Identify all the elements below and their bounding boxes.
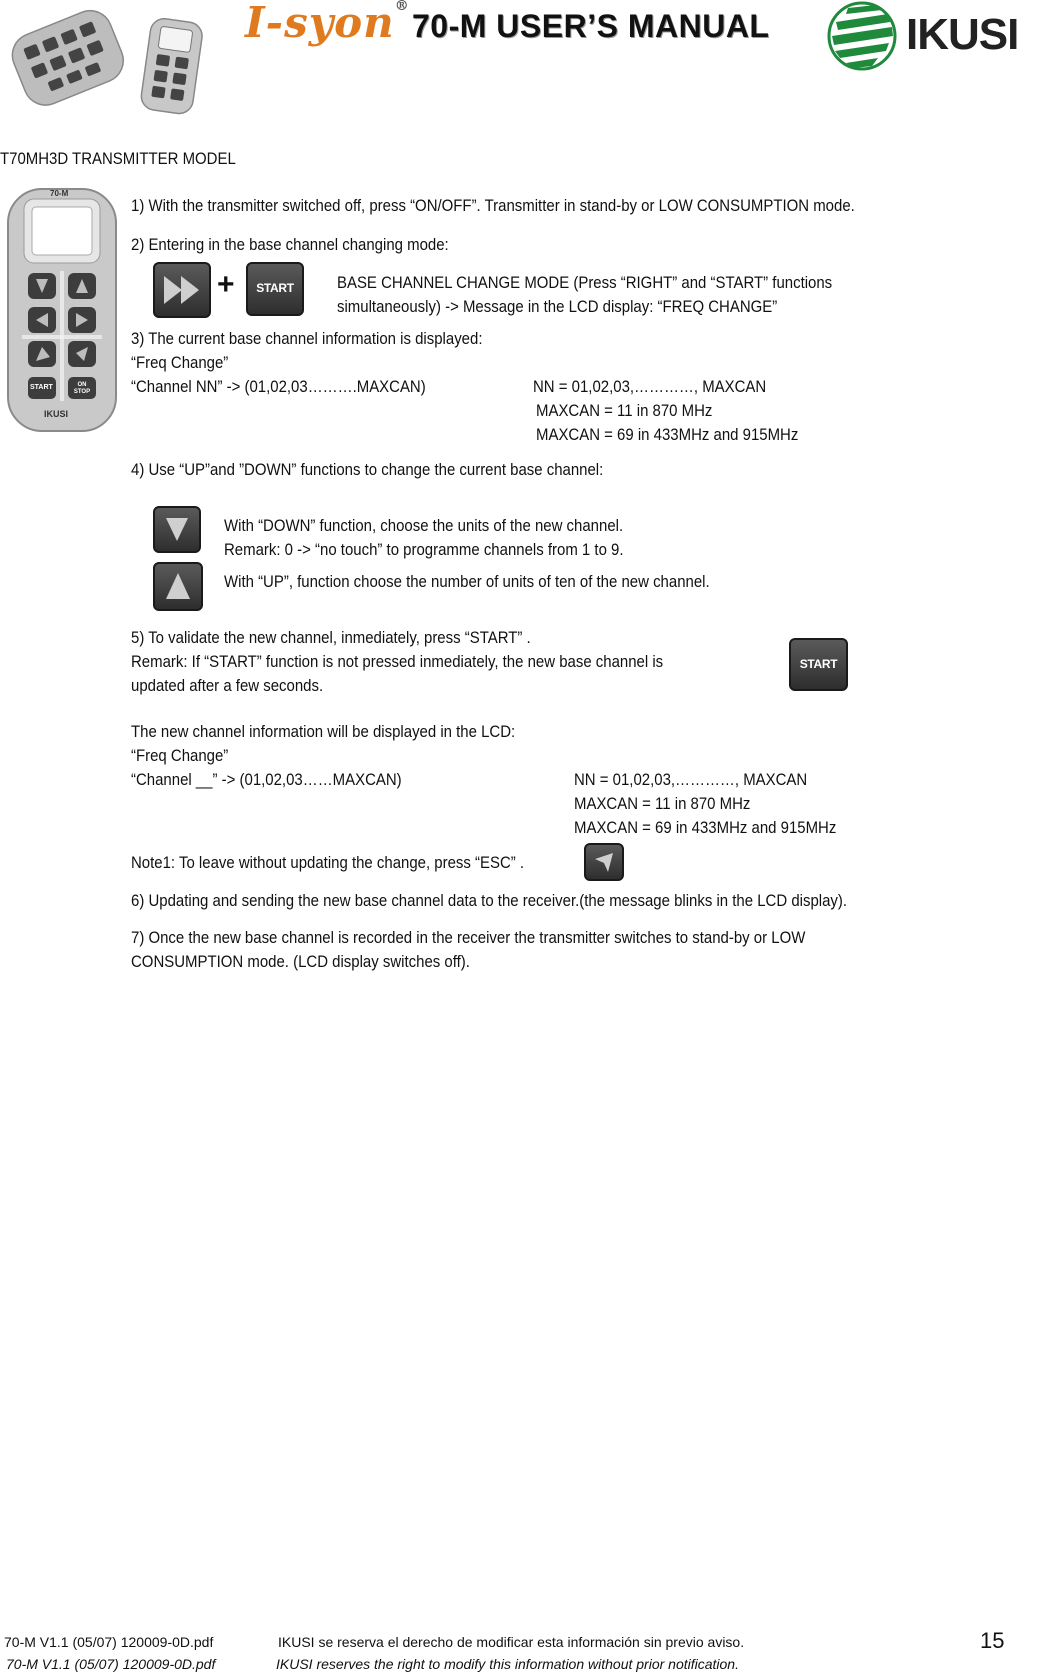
registered-mark: ®	[394, 0, 410, 14]
down-key-icon	[153, 506, 201, 553]
step-7-line2: CONSUMPTION mode. (LCD display switches off).	[131, 952, 470, 971]
step-4-down: With “DOWN” function, choose the units of the new channel.	[224, 516, 624, 535]
step-5-remark-line1: Remark: If “START” function is not pressed inmediately, the new base channel is	[131, 652, 664, 671]
footer-doc-ref: 70-M V1.1 (05/07) 120009-0D.pdf	[4, 1634, 214, 1650]
transmitter-onstop-label: ON STOP	[73, 382, 91, 395]
step-4-remark: Remark: 0 -> “no touch” to programme channels from 1 to 9.	[224, 540, 624, 559]
transmitter-model-label: 70-M	[50, 189, 69, 198]
step-7-line1: 7) Once the new base channel is recorded in the receiver the transmitter switches to stand-by or LOW	[131, 928, 806, 947]
new-channel-line: “Channel __” -> (01,02,03……MAXCAN)	[131, 770, 402, 789]
isyon-logo	[245, 0, 410, 47]
step-5: 5) To validate the new channel, inmediately, press “START” .	[131, 628, 531, 647]
new-maxcan-870: MAXCAN = 11 in 870 MHz	[574, 794, 751, 813]
step-3-maxcan-870: MAXCAN = 11 in 870 MHz	[536, 401, 713, 420]
new-channel-info: The new channel information will be displayed in the LCD:	[131, 722, 516, 741]
transmitter-image	[6, 187, 118, 433]
plus-sign: +	[217, 268, 235, 301]
step-2-desc-line2: simultaneously) -> Message in the LCD display: “FREQ CHANGE”	[337, 297, 778, 316]
transmitter-brand-label: IKUSI	[44, 409, 69, 419]
footer-disclaimer-es: IKUSI se reserva el derecho de modificar esta información sin previo aviso.	[278, 1634, 745, 1650]
start-key-label: START	[256, 281, 294, 295]
start-key-icon	[246, 262, 304, 316]
right-key-icon	[153, 262, 211, 318]
up-key-icon	[153, 562, 203, 611]
step-4-up: With “UP”, function choose the number of units of ten of the new channel.	[224, 572, 710, 591]
footer-disclaimer-en: IKUSI reserves the right to modify this information without prior notification.	[276, 1656, 739, 1672]
step-3-freq: “Freq Change”	[131, 353, 229, 372]
step-1: 1) With the transmitter switched off, press “ON/OFF”. Transmitter in stand-by or LOW CONSUMPTION mode.	[131, 196, 855, 215]
start-key-icon-2	[789, 638, 848, 691]
new-nn-range: NN = 01,02,03,…………, MAXCAN	[574, 770, 808, 789]
remote-controls-image	[6, 4, 211, 116]
start-key-label-2: START	[799, 657, 838, 671]
note-1: Note1: To leave without updating the change, press “ESC” .	[131, 853, 525, 872]
ikusi-wordmark: IKUSI	[906, 10, 1019, 59]
new-freq-change: “Freq Change”	[131, 746, 229, 765]
step-2-desc-line1: BASE CHANNEL CHANGE MODE (Press “RIGHT” and “START” functions	[337, 273, 833, 292]
esc-key-icon	[584, 843, 624, 881]
transmitter-start-label: START	[30, 384, 53, 391]
page-number: 15	[980, 1628, 1005, 1653]
step-4: 4) Use “UP”and ”DOWN” functions to change the current base channel:	[131, 460, 604, 479]
footer-doc-ref-italic: 70-M V1.1 (05/07) 120009-0D.pdf	[6, 1656, 216, 1672]
new-maxcan-433-915: MAXCAN = 69 in 433MHz and 915MHz	[574, 818, 837, 837]
manual-title: 70-M USER’S MANUAL	[412, 8, 770, 44]
step-6: 6) Updating and sending the new base channel data to the receiver.(the message blinks in the LCD display).	[131, 891, 848, 910]
step-3-nn-range: NN = 01,02,03,…………, MAXCAN	[533, 377, 767, 396]
transmitter-body	[6, 187, 118, 433]
ikusi-globe-icon	[826, 0, 898, 72]
step-3: 3) The current base channel information is displayed:	[131, 329, 483, 348]
step-2: 2) Entering in the base channel changing mode:	[131, 235, 449, 254]
isyon-logo-text: I-syon	[245, 0, 395, 47]
step-5-remark-line2: updated after a few seconds.	[131, 676, 324, 695]
step-3-maxcan-433-915: MAXCAN = 69 in 433MHz and 915MHz	[536, 425, 799, 444]
section-title: T70MH3D TRANSMITTER MODEL	[0, 149, 236, 168]
step-3-channel: “Channel NN” -> (01,02,03……….MAXCAN)	[131, 377, 426, 396]
